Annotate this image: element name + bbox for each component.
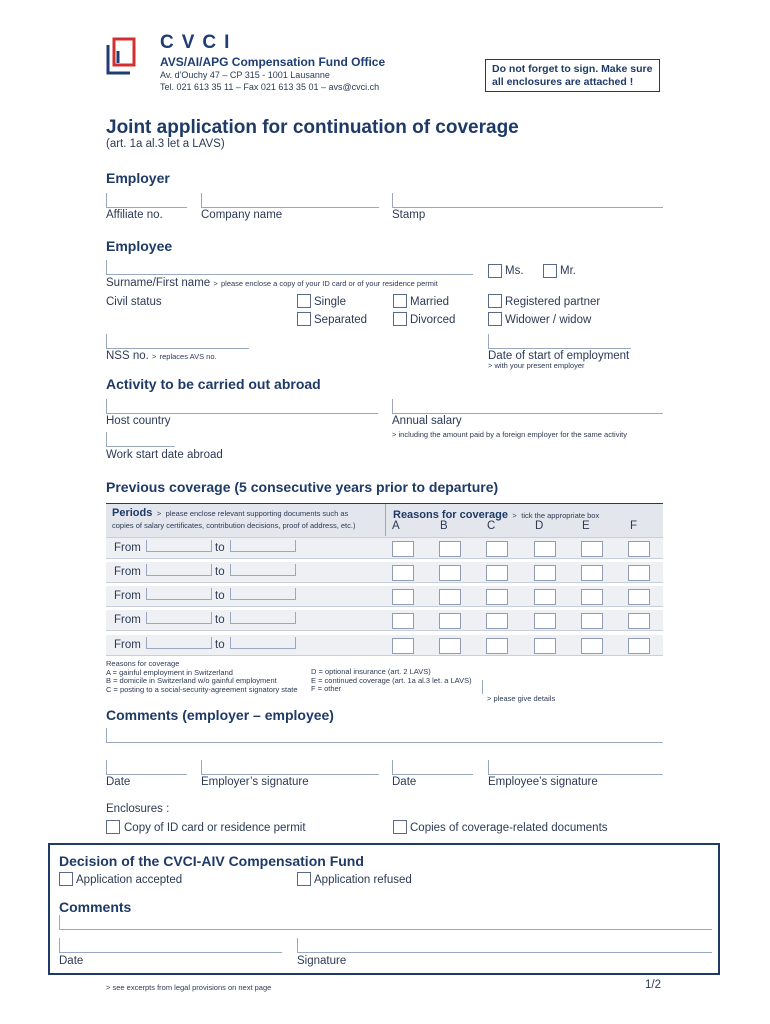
reason-checkbox-e[interactable] bbox=[581, 565, 603, 581]
accepted-label: Application accepted bbox=[76, 874, 183, 886]
arrow-icon: > bbox=[487, 694, 492, 703]
periods-label: Periods bbox=[112, 507, 153, 519]
reasons-header bbox=[393, 505, 599, 523]
widower-label: Widower / widow bbox=[505, 314, 592, 326]
reason-checkbox-a[interactable] bbox=[392, 565, 414, 581]
org-address: Av. d'Ouchy 47 – CP 315 - 1001 Lausanne bbox=[160, 70, 330, 80]
reason-checkbox-e[interactable] bbox=[581, 589, 603, 605]
org-contact: Tel. 021 613 35 11 – Fax 021 613 35 01 – avs@cvci.ch bbox=[160, 82, 380, 92]
reasons-note: tick the appropriate box bbox=[521, 511, 600, 520]
periods-note1: please enclose relevant supporting documents such as bbox=[165, 509, 349, 518]
enclosures-label: Enclosures : bbox=[106, 803, 170, 815]
from-label: From bbox=[114, 590, 141, 602]
stamp-label: Stamp bbox=[392, 209, 426, 221]
nss-text: NSS no. bbox=[106, 350, 149, 362]
mr-checkbox[interactable] bbox=[543, 264, 557, 278]
reasons-label: Reasons for coverage bbox=[393, 509, 508, 521]
details-note-row bbox=[487, 694, 555, 703]
notice-line-2: all enclosures are attached ! bbox=[492, 76, 634, 88]
sign-notice bbox=[485, 59, 660, 92]
married-checkbox[interactable] bbox=[393, 294, 407, 308]
from-label: From bbox=[114, 614, 141, 626]
employee-sig-label: Employee’s signature bbox=[488, 776, 598, 788]
salary-note-row bbox=[392, 430, 627, 439]
start-date-note-row bbox=[488, 361, 585, 370]
reason-checkbox-c[interactable] bbox=[486, 613, 508, 629]
col-e: E bbox=[582, 520, 590, 532]
civil-status-label: Civil status bbox=[106, 296, 162, 308]
reason-checkbox-b[interactable] bbox=[439, 565, 461, 581]
col-f: F bbox=[630, 520, 638, 532]
col-a: A bbox=[392, 520, 400, 532]
annual-salary-field[interactable] bbox=[392, 399, 663, 414]
reason-checkbox-b[interactable] bbox=[439, 613, 461, 629]
from-label: From bbox=[114, 566, 141, 578]
reason-checkbox-d[interactable] bbox=[534, 541, 556, 557]
to-label: to bbox=[215, 590, 225, 602]
surname-note: please enclose a copy of your ID card or of your residence permit bbox=[220, 279, 438, 288]
reason-checkbox-c[interactable] bbox=[486, 541, 508, 557]
single-label: Single bbox=[314, 296, 346, 308]
date1-label: Date bbox=[106, 776, 131, 788]
decision-comments-heading: Comments bbox=[59, 899, 132, 915]
to-date-field[interactable] bbox=[230, 588, 296, 600]
date1-field[interactable] bbox=[106, 760, 187, 775]
registered-partner-checkbox[interactable] bbox=[488, 294, 502, 308]
footer-note-row bbox=[106, 983, 271, 992]
col-c: C bbox=[487, 520, 496, 532]
to-date-field[interactable] bbox=[230, 540, 296, 552]
details-line bbox=[482, 680, 483, 694]
reason-checkbox-c[interactable] bbox=[486, 638, 508, 654]
affiliate-label: Affiliate no. bbox=[106, 209, 163, 221]
col-d: D bbox=[535, 520, 544, 532]
salary-note: including the amount paid by a foreign employer for the same activity bbox=[398, 430, 627, 439]
activity-heading: Activity to be carried out abroad bbox=[106, 376, 321, 392]
reason-checkbox-f[interactable] bbox=[628, 565, 650, 581]
from-date-field[interactable] bbox=[146, 612, 212, 624]
org-name: AVS/AI/APG Compensation Fund Office bbox=[160, 55, 386, 69]
decision-date-field[interactable] bbox=[59, 938, 282, 953]
reason-checkbox-f[interactable] bbox=[628, 613, 650, 629]
nss-label bbox=[106, 350, 217, 362]
to-date-field[interactable] bbox=[230, 637, 296, 649]
surname-label bbox=[106, 277, 438, 289]
logo-text: CVCI bbox=[160, 32, 238, 53]
ms-label: Ms. bbox=[505, 265, 524, 277]
employer-sig-field[interactable] bbox=[201, 760, 379, 775]
work-start-label: Work start date abroad bbox=[106, 449, 223, 461]
reason-checkbox-b[interactable] bbox=[439, 638, 461, 654]
decision-signature-label: Signature bbox=[297, 955, 347, 967]
arrow-icon: > bbox=[152, 352, 157, 361]
decision-comments-field[interactable] bbox=[59, 915, 712, 930]
reason-checkbox-a[interactable] bbox=[392, 589, 414, 605]
legend-a: A = gainful employment in Switzerland bbox=[106, 667, 233, 677]
periods-note2: copies of salary certificates, contribution decisions, proof of address, etc.) bbox=[112, 521, 356, 530]
from-date-field[interactable] bbox=[146, 637, 212, 649]
col-b: B bbox=[440, 520, 448, 532]
comments-field[interactable] bbox=[106, 728, 663, 743]
married-label: Married bbox=[410, 296, 449, 308]
arrow-icon: > bbox=[213, 279, 218, 288]
to-label: to bbox=[215, 566, 225, 578]
nss-field[interactable] bbox=[106, 334, 249, 349]
affiliate-field[interactable] bbox=[106, 193, 187, 208]
to-label: to bbox=[215, 614, 225, 626]
coverage-header-divider bbox=[385, 504, 386, 536]
page-number: 1/2 bbox=[645, 979, 661, 991]
page-subtitle: (art. 1a al.3 let a LAVS) bbox=[106, 138, 225, 150]
from-label: From bbox=[114, 542, 141, 554]
employer-sig-label: Employer’s signature bbox=[201, 776, 309, 788]
single-checkbox[interactable] bbox=[297, 294, 311, 308]
enc-id-label: Copy of ID card or residence permit bbox=[124, 822, 306, 834]
comments-heading: Comments (employer – employee) bbox=[106, 707, 334, 723]
from-date-field[interactable] bbox=[146, 564, 212, 576]
divorced-checkbox[interactable] bbox=[393, 312, 407, 326]
ms-checkbox[interactable] bbox=[488, 264, 502, 278]
reason-checkbox-c[interactable] bbox=[486, 589, 508, 605]
start-date-note: with your present employer bbox=[494, 361, 585, 370]
arrow-icon: > bbox=[156, 509, 162, 518]
separated-checkbox[interactable] bbox=[297, 312, 311, 326]
enc-id-checkbox[interactable] bbox=[106, 820, 120, 834]
legend-left bbox=[106, 660, 298, 694]
notice-line-1: Do not forget to sign. Make sure bbox=[492, 63, 653, 75]
refused-label: Application refused bbox=[314, 874, 412, 886]
reason-checkbox-f[interactable] bbox=[628, 541, 650, 557]
arrow-icon: > bbox=[512, 511, 517, 520]
work-start-field[interactable] bbox=[106, 432, 175, 447]
date2-field[interactable] bbox=[392, 760, 473, 775]
details-note: please give details bbox=[493, 694, 556, 703]
periods-header bbox=[112, 507, 355, 531]
reason-checkbox-d[interactable] bbox=[534, 613, 556, 629]
company-label: Company name bbox=[201, 209, 283, 221]
reason-checkbox-a[interactable] bbox=[392, 541, 414, 557]
surname-field[interactable] bbox=[106, 260, 473, 275]
company-field[interactable] bbox=[201, 193, 379, 208]
legend-e: E = continued coverage (art. 1a al.3 let. a LAVS) bbox=[311, 675, 472, 685]
reason-checkbox-b[interactable] bbox=[439, 541, 461, 557]
decision-date-label: Date bbox=[59, 955, 84, 967]
employer-heading: Employer bbox=[106, 170, 170, 186]
legend-f: F = other bbox=[311, 684, 342, 693]
employee-sig-field[interactable] bbox=[488, 760, 663, 775]
footer-note: see excerpts from legal provisions on next page bbox=[112, 983, 272, 992]
enc-docs-label: Copies of coverage-related documents bbox=[410, 822, 608, 834]
legend-b: B = domicile in Switzerland w/o gainful employment bbox=[106, 676, 277, 685]
date2-label: Date bbox=[392, 776, 417, 788]
reason-checkbox-e[interactable] bbox=[581, 541, 603, 557]
legend-c: C = posting to a social-security-agreement signatory state bbox=[106, 684, 298, 694]
to-date-field[interactable] bbox=[230, 612, 296, 624]
reason-checkbox-c[interactable] bbox=[486, 565, 508, 581]
from-label: From bbox=[114, 639, 141, 651]
arrow-icon: > bbox=[106, 983, 111, 992]
host-country-label: Host country bbox=[106, 415, 171, 427]
annual-salary-label: Annual salary bbox=[392, 415, 462, 427]
accepted-checkbox[interactable] bbox=[59, 872, 73, 886]
reason-checkbox-a[interactable] bbox=[392, 638, 414, 654]
widower-checkbox[interactable] bbox=[488, 312, 502, 326]
to-label: to bbox=[215, 639, 225, 651]
reason-checkbox-e[interactable] bbox=[581, 613, 603, 629]
separated-label: Separated bbox=[314, 314, 368, 326]
enc-docs-checkbox[interactable] bbox=[393, 820, 407, 834]
arrow-icon: > bbox=[392, 430, 397, 439]
arrow-icon: > bbox=[488, 361, 493, 370]
legend-title: Reasons for coverage bbox=[106, 659, 180, 668]
legend-d: D = optional insurance (art. 2 LAVS) bbox=[311, 667, 431, 676]
reason-checkbox-f[interactable] bbox=[628, 589, 650, 605]
from-date-field[interactable] bbox=[146, 540, 212, 552]
reason-checkbox-a[interactable] bbox=[392, 613, 414, 629]
legend-right bbox=[311, 668, 472, 694]
divorced-label: Divorced bbox=[410, 314, 456, 326]
page-title: Joint application for continuation of coverage bbox=[106, 117, 519, 138]
refused-checkbox[interactable] bbox=[297, 872, 311, 886]
decision-signature-field[interactable] bbox=[297, 938, 712, 953]
mr-label: Mr. bbox=[560, 265, 576, 277]
stamp-field[interactable] bbox=[392, 193, 663, 208]
nss-note: replaces AVS no. bbox=[159, 352, 217, 361]
reason-checkbox-f[interactable] bbox=[628, 638, 650, 654]
to-label: to bbox=[215, 542, 225, 554]
reason-checkbox-e[interactable] bbox=[581, 638, 603, 654]
start-date-field[interactable] bbox=[488, 334, 631, 349]
decision-heading: Decision of the CVCI-AIV Compensation Fund bbox=[59, 853, 364, 869]
coverage-heading: Previous coverage (5 consecutive years prior to departure) bbox=[106, 479, 499, 495]
to-date-field[interactable] bbox=[230, 564, 296, 576]
host-country-field[interactable] bbox=[106, 399, 378, 414]
reason-checkbox-b[interactable] bbox=[439, 589, 461, 605]
registered-partner-label: Registered partner bbox=[505, 296, 601, 308]
reason-checkbox-d[interactable] bbox=[534, 565, 556, 581]
start-date-label: Date of start of employment bbox=[488, 350, 630, 362]
surname-text: Surname/First name bbox=[106, 277, 211, 289]
reason-checkbox-d[interactable] bbox=[534, 589, 556, 605]
from-date-field[interactable] bbox=[146, 588, 212, 600]
reason-checkbox-d[interactable] bbox=[534, 638, 556, 654]
cvci-logo-mark bbox=[106, 37, 136, 75]
employee-heading: Employee bbox=[106, 238, 173, 254]
